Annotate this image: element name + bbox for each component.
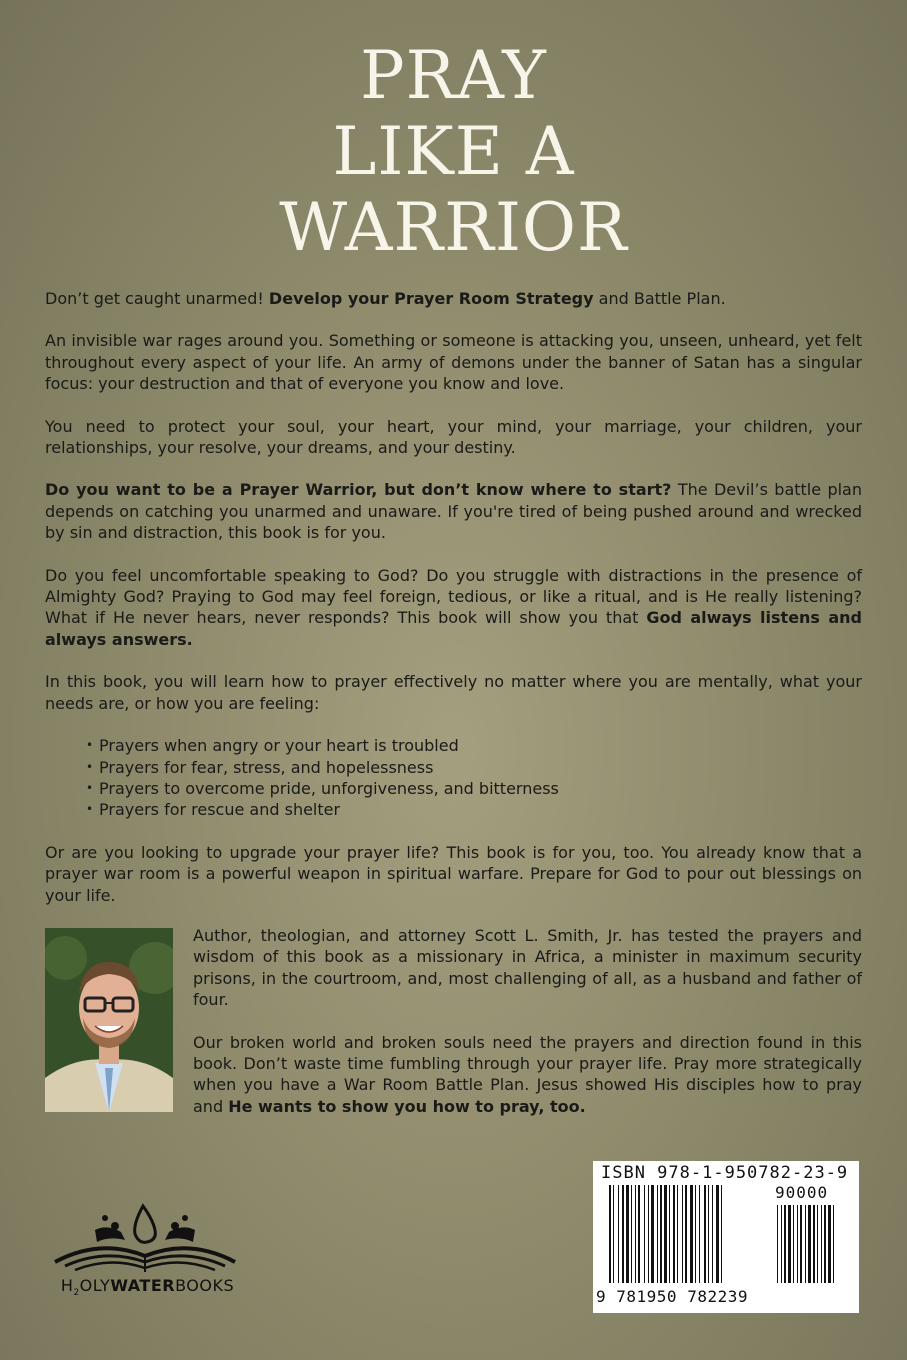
publisher-h: H (60, 1276, 74, 1295)
author-section (193, 925, 862, 1138)
publisher-oly: OLY (79, 1276, 111, 1295)
book-title (0, 38, 907, 266)
intro-paragraph (45, 288, 862, 309)
publisher-books: BOOKS (175, 1276, 235, 1295)
list-item: • Prayers for rescue and shelter (99, 799, 862, 820)
prayer-warrior-rest: The Devil’s battle plan depends on catching you unarmed and unaware. If you're tired of being pushed around and wrecked by sin and distraction, this book is for you. (45, 480, 862, 543)
author-closing (193, 1032, 862, 1118)
paragraph-learn: In this book, you will learn how to prayer effectively no matter where you are mentally, what your needs are, or how you are feeling: (45, 672, 862, 713)
prayer-list (45, 735, 862, 821)
ean-number: 9 781950 782239 (596, 1287, 748, 1306)
isbn-barcode (593, 1161, 859, 1313)
list-item: • Prayers when angry or your heart is troubled (99, 735, 862, 756)
price-code: 90000 (775, 1183, 829, 1202)
author-photo (45, 928, 173, 1112)
back-cover-description (45, 288, 862, 927)
title-line-2: LIKE A (332, 113, 575, 190)
list-item: • Prayers to overcome pride, unforgiveness, and bitterness (99, 778, 862, 799)
intro-lead: Don’t get caught unarmed! (45, 289, 269, 308)
paragraph-uncomfortable (45, 565, 862, 651)
intro-bold: Develop your Prayer Room Strategy (268, 289, 594, 308)
closing-bold: He wants to show you how to pray, too. (228, 1096, 586, 1116)
publisher-name (45, 1276, 250, 1298)
publisher-logo (45, 1200, 250, 1300)
publisher-sub: 2 (73, 1288, 80, 1299)
paragraph-prayer-warrior (45, 479, 862, 543)
isbn-number: ISBN 978-1-950782-23-9 (601, 1163, 849, 1183)
title-line-3: WARRIOR (279, 189, 628, 266)
list-item: • Prayers for fear, stress, and hopelessness (99, 757, 862, 778)
book-water-icon (45, 1200, 250, 1276)
god-always-listens: God always listens and always answers. (45, 608, 863, 649)
paragraph-upgrade: Or are you looking to upgrade your prayer life? This book is for you, too. You already know that a prayer war room is a powerful weapon in spiritual warfare. Prepare for God to pour out blessings on your life. (45, 842, 862, 905)
closing-text: Our broken world and broken souls need the prayers and direction found in this book. Don’t waste time fumbling through your prayer life. Pray more strategically when you have a War Room Battle Plan. Jesus showed His disciples how to pray and (193, 1032, 862, 1116)
paragraph-protect: You need to protect your soul, your heart, your mind, your marriage, your children, your relationships, your resolve, your dreams, and your destiny. (45, 416, 862, 458)
uncomfortable-text: Do you feel uncomfortable speaking to God? Do you struggle with distractions in the presence of Almighty God? Praying to God may feel foreign, tedious, or like a ritual, and is He really listening? What if He never hears, never responds? This book will show you that (45, 565, 862, 628)
intro-end: and Battle Plan. (593, 289, 726, 308)
paragraph-war: An invisible war rages around you. Something or someone is attacking you, unseen, unheard, yet felt throughout every aspect of your life. An army of demons under the banner of Satan has a singular focus: your destruction and that of everyone you know and love. (45, 331, 862, 394)
prayer-warrior-question: Do you want to be a Prayer Warrior, but don’t know where to start? (45, 480, 672, 500)
author-portrait-icon (45, 928, 173, 1112)
publisher-water: WATER (110, 1276, 176, 1295)
author-bio: Author, theologian, and attorney Scott L. Smith, Jr. has tested the prayers and wisdom of this book as a missionary in Africa, a minister in maximum security prisons, in the courtroom, and, most challenging of all, as a husband and father of four. (193, 926, 862, 1010)
title-line-1: PRAY (360, 37, 547, 114)
